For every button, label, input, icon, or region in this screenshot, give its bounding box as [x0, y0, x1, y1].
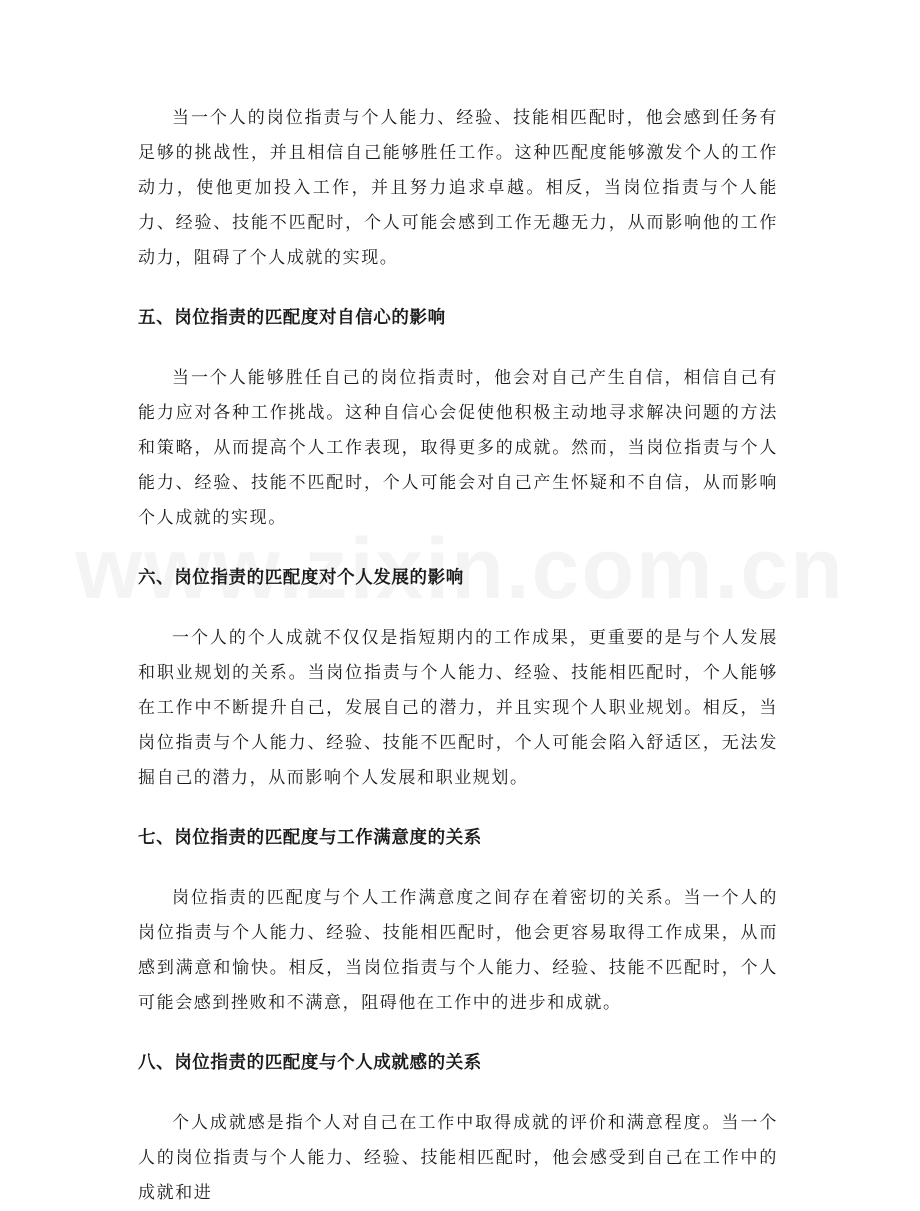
- paragraph-confidence: 当一个人能够胜任自己的岗位指责时，他会对自己产生自信，相信自己有能力应对各种工作挑战。这种自信心会促使他积极主动地寻求解决问题的方法和策略，从而提高个人工作表现，取得更多的成就。然而，当岗位指责与个人能力、经验、技能不匹配时，个人可能会对自己产生怀疑和不自信，从而影响个人成就的实现。: [138, 368, 778, 528]
- paragraph-motivation: 当一个人的岗位指责与个人能力、经验、技能相匹配时，他会感到任务有足够的挑战性，并且相信自己能够胜任工作。这种匹配度能够激发个人的工作动力，使他更加投入工作，并且努力追求卓越。相反，当岗位指责与个人能力、经验、技能不匹配时，个人可能会感到工作无趣无力，从而影响他的工作动力，阻碍了个人成就的实现。: [138, 108, 778, 268]
- paragraph-achievement: 个人成就感是指个人对自己在工作中取得成就的评价和满意程度。当一个人的岗位指责与个人能力、经验、技能相匹配时，他会感受到自己在工作中的成就和进: [138, 1113, 778, 1203]
- paragraph-development: 一个人的个人成就不仅仅是指短期内的工作成果，更重要的是与个人发展和职业规划的关系。当岗位指责与个人能力、经验、技能相匹配时，个人能够在工作中不断提升自己，发展自己的潜力，并且实现个人职业规划。相反，当岗位指责与个人能力、经验、技能不匹配时，个人可能会陷入舒适区，无法发掘自己的潜力，从而影响个人发展和职业规划。: [138, 628, 778, 788]
- heading-section-7: 七、岗位指责的匹配度与工作满意度的关系: [138, 828, 482, 848]
- heading-section-6: 六、岗位指责的匹配度对个人发展的影响: [138, 568, 464, 588]
- heading-section-8: 八、岗位指责的匹配度与个人成就感的关系: [138, 1053, 482, 1073]
- document-body: [138, 101, 778, 1211]
- paragraph-satisfaction: 岗位指责的匹配度与个人工作满意度之间存在着密切的关系。当一个人的岗位指责与个人能力、经验、技能相匹配时，他会更容易取得工作成果，从而感到满意和愉快。相反，当岗位指责与个人能力、经验、技能不匹配时，个人可能会感到挫败和不满意，阻碍他在工作中的进步和成就。: [138, 888, 778, 1013]
- heading-section-5: 五、岗位指责的匹配度对自信心的影响: [138, 308, 446, 328]
